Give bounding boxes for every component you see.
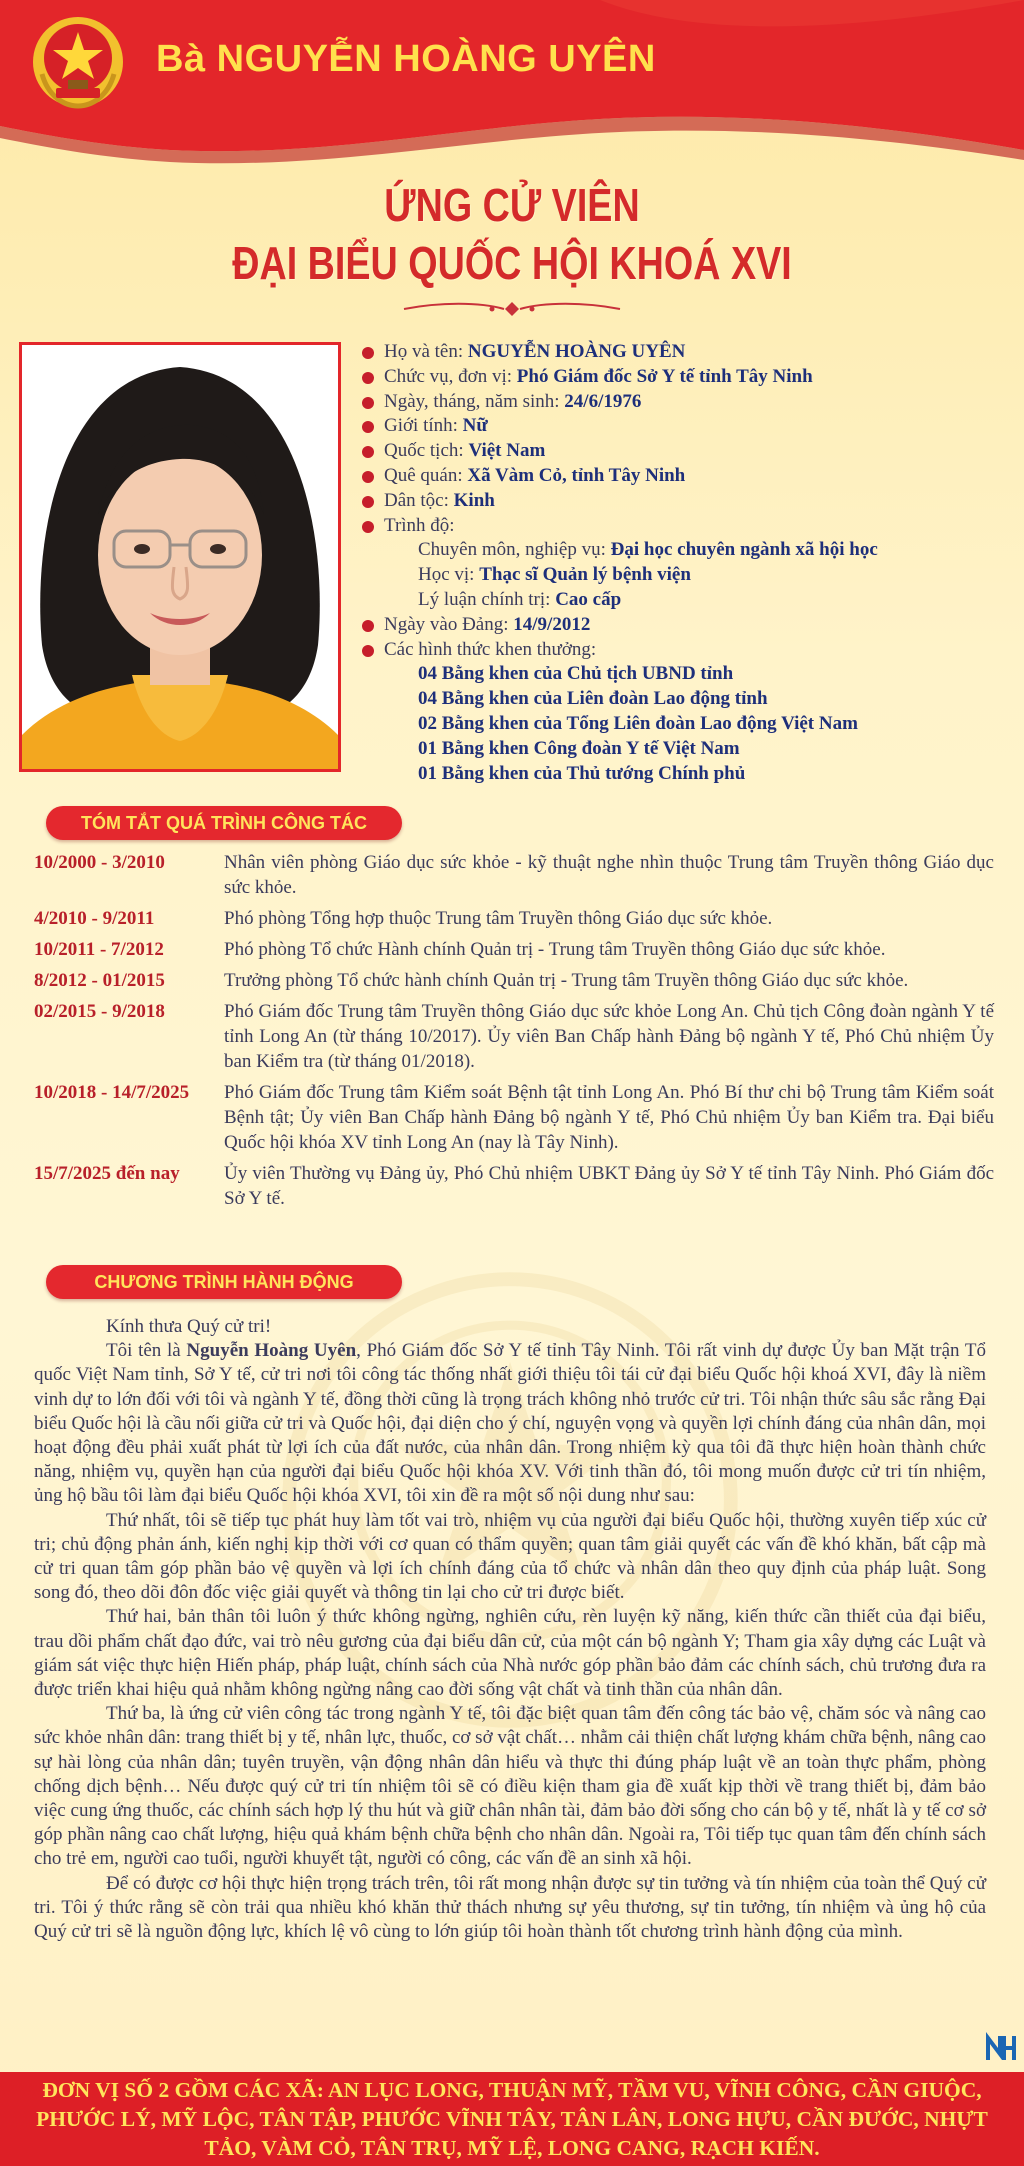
timeline-text: Trưởng phòng Tổ chức hành chính Quản trị - Trung tâm Truyền thông Giáo dục sức khỏe.	[224, 970, 909, 991]
bullet-icon	[362, 421, 374, 433]
timeline-date: 10/2000 - 3/2010	[34, 852, 165, 873]
bullet-icon	[362, 620, 374, 632]
info-position: Chức vụ, đơn vị: Phó Giám đốc Sở Y tế tỉnh Tây Ninh	[360, 365, 1000, 390]
candidate-info	[360, 340, 1000, 786]
timeline-text: Phó Giám đốc Trung tâm Truyền thông Giáo dục sức khỏe Long An. Chủ tịch Công đoàn ngành Y tế tỉnh Long An (từ tháng 10/2017). Ủy viên Ban Chấp hành Đảng bộ ngành Y tế, Phó Chủ nhiệm Ủy ban Kiểm tra (từ tháng 01/2018).	[224, 1001, 994, 1072]
work-history-heading: TÓM TẮT QUÁ TRÌNH CÔNG TÁC	[46, 806, 402, 840]
timeline-row	[34, 999, 994, 1074]
award-item: 01 Bằng khen Công đoàn Y tế Việt Nam	[418, 737, 740, 759]
timeline-row	[34, 937, 994, 962]
heading-candidate: ỨNG CỬ VIÊN	[384, 179, 640, 231]
timeline-date: 8/2012 - 01/2015	[34, 970, 165, 991]
timeline-date: 15/7/2025 đến nay	[34, 1163, 180, 1184]
bullet-icon	[362, 521, 374, 533]
info-nationality: Quốc tịch: Việt Nam	[360, 439, 1000, 464]
candidate-name-title: Bà NGUYỄN HOÀNG UYÊN	[156, 38, 656, 80]
header-banner	[0, 0, 1024, 180]
info-education: Trình độ:	[360, 514, 1000, 539]
timeline-row	[34, 906, 994, 931]
timeline-date: 10/2011 - 7/2012	[34, 939, 164, 960]
timeline-text: Phó phòng Tổ chức Hành chính Quản trị - Trung tâm Truyền thông Giáo dục sức khỏe.	[224, 939, 886, 960]
bullet-icon	[362, 496, 374, 508]
letter-closing: Để có được cơ hội thực hiện trọng trách trên, tôi rất mong nhận được sự tin tưởng và tín nhiệm của toàn thể Quý cử tri. Tôi ý thức rằng sẽ còn trải qua nhiều khó khăn thử thách nhưng sự yêu thương, sự tin tưởng, tín nhiệm và ủng hộ của Quý cử tri sẽ là nguồn động lực, khích lệ vô cùng to lớn giúp tôi hoàn thành tốt chương trình hành động của mình.	[34, 1872, 986, 1943]
info-party-date: Ngày vào Đảng: 14/9/2012	[360, 613, 1000, 638]
bullet-icon	[362, 645, 374, 657]
bullet-icon	[362, 372, 374, 384]
letter-greeting: Kính thưa Quý cử tri!	[106, 1316, 272, 1337]
letter-point-3: Thứ ba, là ứng cử viên công tác trong ngành Y tế, tôi đặc biệt quan tâm đến công tác bảo vệ, chăm sóc và nâng cao sức khỏe nhân dân: trang thiết bị y tế, nhân lực, thuốc, cơ sở vật chất… nhằm cải thiện chất lượng khám chữa bệnh, nâng cao sự hài lòng của nhân dân; tuyên truyền, vận động nhân dân hiểu và thực thi đúng pháp luật về an toàn thực phẩm, phòng chống dịch bệnh… Nếu được quý cử tri tín nhiệm tôi sẽ có điều kiện tham gia đề xuất kịp thời về trang thiết bị, đảm bảo việc cung ứng thuốc, các chính sách hợp lý thu hút và giữ chân nhân tài, đảm bảo đời sống cho cán bộ y tế, nhất là y tế cơ sở góp phần nâng cao chất lượng, hiệu quả khám bệnh chữa bệnh cho nhân dân. Ngoài ra, Tôi tiếp tục quan tâm đến chính sách cho trẻ em, người cao tuổi, người khuyết tật, người có công, các vấn đề an sinh xã hội.	[34, 1703, 986, 1870]
letter-intro: Tôi tên là Nguyễn Hoàng Uyên, Phó Giám đốc Sở Y tế tỉnh Tây Ninh. Tôi rất vinh dự được Ủy ban Mặt trận Tổ quốc Việt Nam tỉnh, Sở Y tế, cử tri nơi tôi công tác thống nhất giới thiệu tôi tái cử đại biểu Quốc hội khoá XVI, đây là niềm vinh dự to lớn đối với tôi và ngành Y tế, đồng thời cũng là trọng trách không nhỏ trước cử tri. Tôi nhận thức sâu sắc rằng Đại biểu Quốc hội là cầu nối giữa cử tri và Quốc hội, đại diện cho ý chí, nguyện vọng và quyền lợi chính đáng của nhân dân, mọi hoạt động đều phải xuất phát từ lợi ích của đất nước, của nhân dân. Trong nhiệm kỳ qua tôi đã thực hiện hoàn thành chức năng, nhiệm vụ, quyền hạn của người đại biểu Quốc hội khóa XV. Với tinh thần đó, tôi mong muốn được cử tri tín nhiệm, ủng hộ bầu tôi làm đại biểu Quốc hội khóa XVI, tôi xin đề ra một số nội dung như sau:	[34, 1340, 986, 1507]
letter-point-2: Thứ hai, bản thân tôi luôn ý thức không ngừng, nghiên cứu, rèn luyện kỹ năng, kiến thức cần thiết của đại biểu, trau dồi phẩm chất đạo đức, vai trò nêu gương của đại biểu dân cử, của một cán bộ ngành Y; Tham gia xây dựng các Luật và giám sát việc thực hiện Hiến pháp, pháp luật, chính sách của Nhà nước góp phần bảo đảm các chính sách, chủ trương đưa ra được triển khai hiệu quả nhằm không ngừng nâng cao đời sống vật chất và tinh thần của nhân dân.	[34, 1606, 986, 1701]
letter-point-1: Thứ nhất, tôi sẽ tiếp tục phát huy làm tốt vai trò, nhiệm vụ của người đại biểu Quốc hội, thường xuyên tiếp xúc cử tri; chủ động phản ánh, kiến nghị kịp thời với cơ quan có thẩm quyền; quan tâm giải quyết các vấn đề khó khăn, bất cập mà cử tri quan tâm góp phần bảo vệ quyền và lợi ích chính đáng của tổ chức và nhân dân theo quy định của pháp luật. Song song đó, theo dõi đôn đốc việc giải quyết và thông tin lại cho cử tri được biết.	[34, 1509, 986, 1604]
timeline-row	[34, 968, 994, 993]
bullet-icon	[362, 397, 374, 409]
national-emblem-icon	[30, 14, 126, 110]
timeline-text: Ủy viên Thường vụ Đảng ủy, Phó Chủ nhiệm UBKT Đảng ủy Sở Y tế tỉnh Tây Ninh. Phó Giám đốc Sở Y tế.	[224, 1163, 994, 1209]
bullet-icon	[362, 347, 374, 359]
action-program-heading: CHƯƠNG TRÌNH HÀNH ĐỘNG	[46, 1265, 402, 1299]
bullet-icon	[362, 446, 374, 458]
publisher-logo-icon	[984, 2030, 1018, 2064]
timeline-date: 4/2010 - 9/2011	[34, 908, 155, 929]
award-item: 04 Bằng khen của Chủ tịch UBND tỉnh	[418, 663, 734, 685]
info-full-name: Họ và tên: NGUYỄN HOÀNG UYÊN	[360, 340, 1000, 365]
info-political: Lý luận chính trị: Cao cấp	[418, 588, 622, 610]
award-item: 01 Bằng khen của Thủ tướng Chính phủ	[418, 762, 746, 784]
info-awards: Các hình thức khen thưởng:	[360, 638, 1000, 663]
info-hometown: Quê quán: Xã Vàm Cỏ, tỉnh Tây Ninh	[360, 464, 1000, 489]
candidate-photo	[19, 342, 341, 772]
timeline-row	[34, 1161, 994, 1211]
info-degree: Học vị: Thạc sĩ Quản lý bệnh viện	[418, 564, 691, 586]
info-specialty: Chuyên môn, nghiệp vụ: Đại học chuyên ngành xã hội học	[418, 539, 878, 561]
constituency-text: ĐƠN VỊ SỐ 2 GỒM CÁC XÃ: AN LỤC LONG, THUẬN MỸ, TẦM VU, VĨNH CÔNG, CẦN GIUỘC, PHƯỚC LÝ, MỸ LỘC, TÂN TẬP, PHƯỚC VĨNH TÂY, TÂN LÂN, LONG HỰU, CẦN ĐƯỚC, NHỰT TẢO, VÀM CỎ, TÂN TRỤ, MỸ LỆ, LONG CANG, RẠCH KIẾN.	[36, 2078, 988, 2160]
timeline-text: Nhân viên phòng Giáo dục sức khỏe - kỹ thuật nghe nhìn thuộc Trung tâm Truyền thông Giáo dục sức khỏe.	[224, 852, 994, 898]
timeline-text: Phó Giám đốc Trung tâm Kiểm soát Bệnh tật tỉnh Long An. Phó Bí thư chi bộ Trung tâm Kiểm soát Bệnh tật; Ủy viên Ban Chấp hành Đảng bộ ngành Y tế, Phó Chủ nhiệm Ủy ban Kiểm tra. Đại biểu Quốc hội khóa XV tỉnh Long An (nay là Tây Ninh).	[224, 1082, 994, 1153]
work-history-list	[34, 850, 994, 1217]
award-item: 04 Bằng khen của Liên đoàn Lao động tỉnh	[418, 688, 768, 710]
info-gender: Giới tính: Nữ	[360, 414, 1000, 439]
action-program-letter	[34, 1315, 986, 1944]
bullet-icon	[362, 471, 374, 483]
timeline-row	[34, 850, 994, 900]
timeline-date: 02/2015 - 9/2018	[34, 1001, 165, 1022]
portrait-image	[22, 345, 338, 769]
award-item: 02 Bằng khen của Tổng Liên đoàn Lao động Việt Nam	[418, 712, 858, 734]
timeline-date: 10/2018 - 14/7/2025	[34, 1082, 190, 1103]
info-dob: Ngày, tháng, năm sinh: 24/6/1976	[360, 390, 1000, 415]
heading-national-assembly: ĐẠI BIỂU QUỐC HỘI KHOÁ XVI	[232, 237, 792, 289]
timeline-row	[34, 1080, 994, 1155]
timeline-text: Phó phòng Tổng hợp thuộc Trung tâm Truyền thông Giáo dục sức khỏe.	[224, 908, 773, 929]
info-ethnicity: Dân tộc: Kinh	[360, 489, 1000, 514]
ornament-divider	[400, 300, 624, 318]
